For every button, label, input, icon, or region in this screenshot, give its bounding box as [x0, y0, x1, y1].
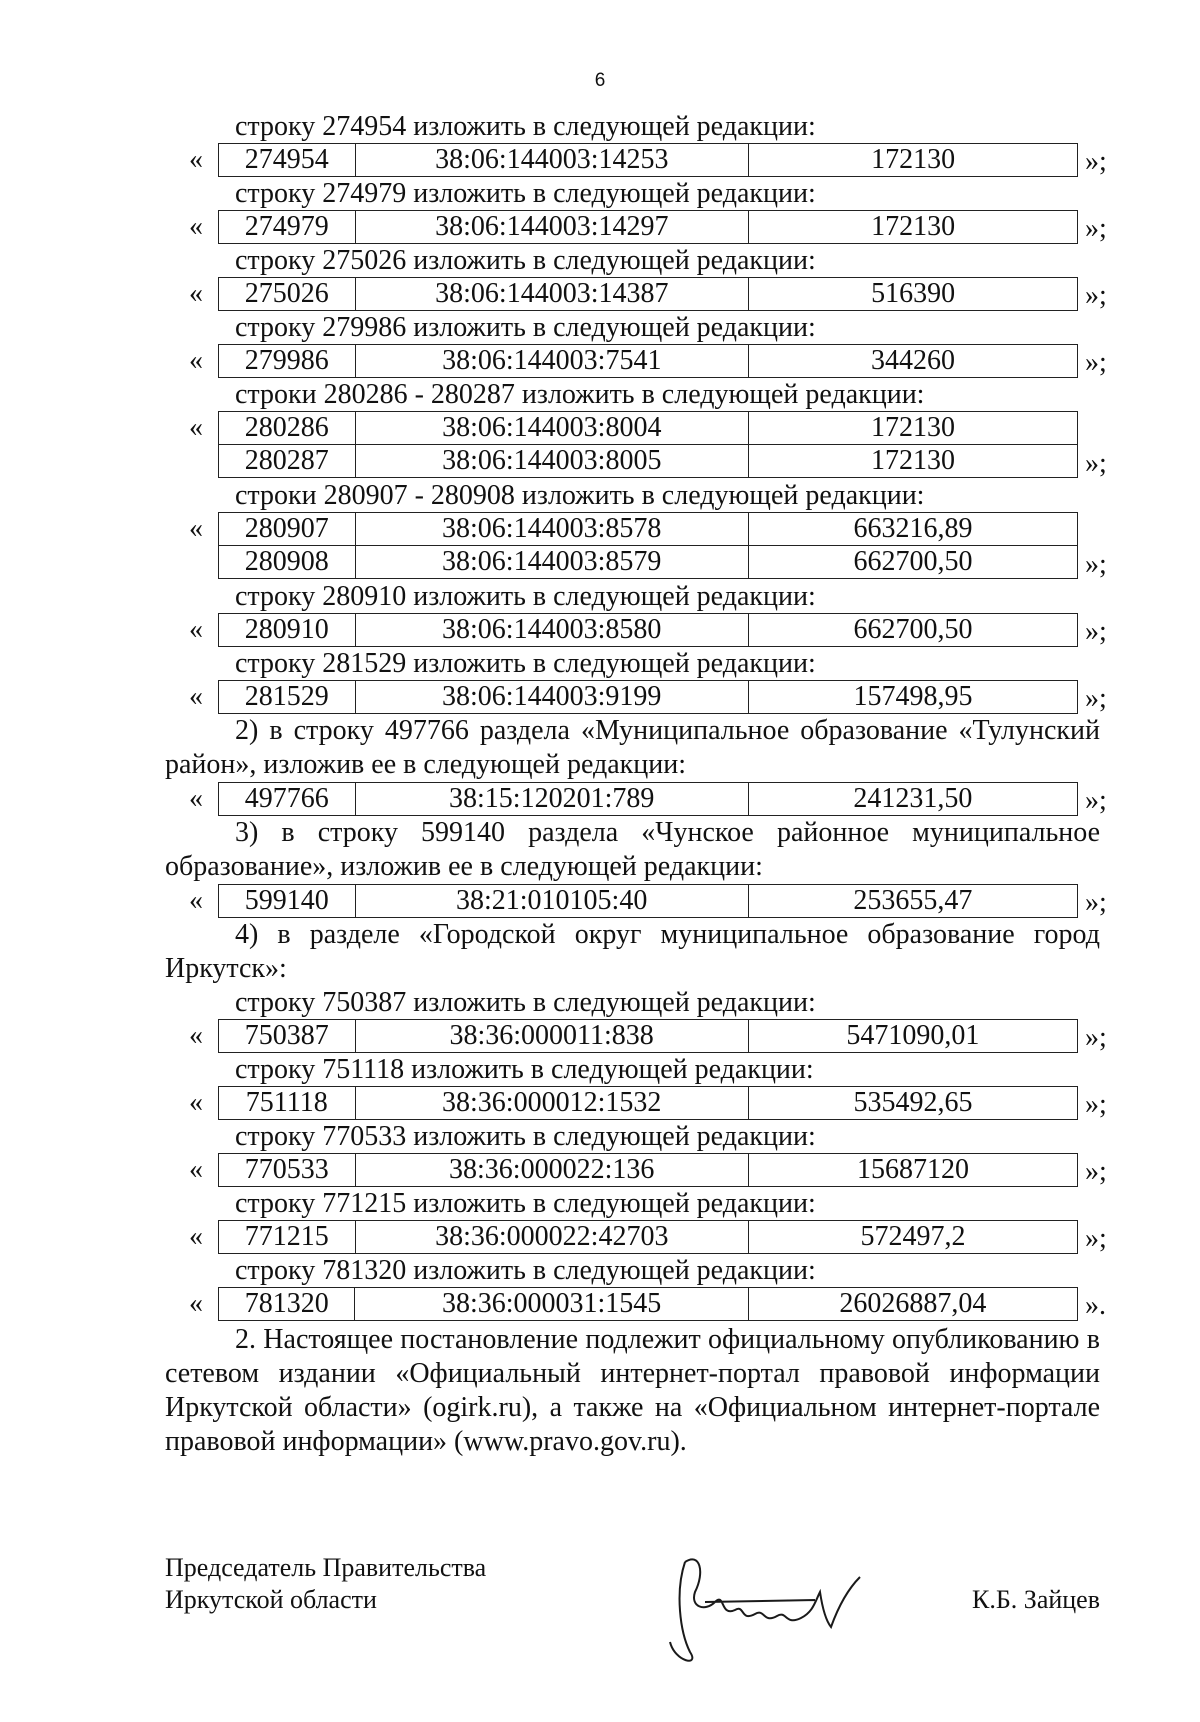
table-row: [219, 885, 1078, 918]
close-quote: »;: [1085, 549, 1107, 580]
row-number-cell: 599140: [219, 885, 356, 918]
cadastral-number-cell: 38:36:000022:42703: [355, 1221, 749, 1254]
row-number-cell: 497766: [219, 783, 356, 816]
cadastral-number-cell: 38:36:000011:838: [355, 1020, 748, 1053]
close-quote: »;: [1085, 616, 1107, 647]
open-quote: «: [189, 144, 203, 175]
amendment-table-row: [165, 782, 1107, 816]
cadastral-number-cell: 38:06:144003:8578: [355, 513, 748, 546]
row-number-cell: 751118: [219, 1087, 356, 1120]
open-quote: «: [189, 614, 203, 645]
table-row: [219, 278, 1078, 311]
row-number-cell: 771215: [219, 1221, 356, 1254]
table-row: [219, 513, 1078, 546]
close-quote: »;: [1085, 1089, 1107, 1120]
item-3-paragraph: [165, 816, 1100, 884]
open-quote: «: [189, 1221, 203, 1252]
amendment-intro: строки 280286 - 280287 изложить в следующей редакции:: [235, 379, 925, 410]
value-cell: 15687120: [748, 1154, 1077, 1187]
cadastral-number-cell: 38:06:144003:14253: [355, 144, 749, 177]
cadastral-number-cell: 38:06:144003:14297: [355, 211, 749, 244]
amendment-table-row: [165, 1287, 1106, 1321]
cadastral-number-cell: 38:15:120201:789: [355, 783, 748, 816]
close-quote: »;: [1085, 1156, 1107, 1187]
open-quote: «: [189, 278, 203, 309]
value-cell: 253655,47: [748, 885, 1077, 918]
amendment-intro: строки 280907 - 280908 изложить в следующей редакции:: [235, 480, 925, 511]
value-cell: 172130: [749, 412, 1078, 445]
close-quote: »;: [1085, 280, 1107, 311]
value-cell: 172130: [749, 445, 1078, 478]
signatory-title-line1: Председатель Правительства: [165, 1553, 487, 1582]
signatory-title: [165, 1552, 486, 1616]
value-cell: 157498,95: [748, 681, 1077, 714]
item-2-paragraph: [165, 714, 1100, 782]
open-quote: «: [189, 1087, 203, 1118]
row-number-cell: 280907: [219, 513, 356, 546]
amendment-intro: строку 770533 изложить в следующей редакции:: [235, 1121, 816, 1152]
amendment-table-row: [165, 277, 1107, 311]
value-cell: 662700,50: [748, 614, 1077, 647]
row-number-cell: 280908: [219, 546, 356, 579]
value-cell: 241231,50: [748, 783, 1077, 816]
amendment-table: [218, 344, 1078, 378]
amendment-table-row: [165, 1153, 1107, 1187]
final-paragraph: 2. Настоящее постановление подлежит официальному опубликованию в сетевом издании «Официальный интернет-портал правовой информации Иркутской области» (ogirk.ru), а также на «Официальном интернет-портале правовой информации» (www.pravo.gov.ru).: [165, 1324, 1100, 1457]
table-row: [219, 345, 1078, 378]
close-quote: »;: [1085, 1223, 1107, 1254]
table-row: [219, 546, 1078, 579]
row-number-cell: 770533: [219, 1154, 356, 1187]
item-2-line2: район», изложив ее в следующей редакции:: [165, 749, 687, 780]
cadastral-number-cell: 38:06:144003:14387: [355, 278, 749, 311]
amendment-table: [218, 884, 1078, 918]
value-cell: 5471090,01: [748, 1020, 1077, 1053]
close-quote: »;: [1085, 448, 1107, 479]
close-quote: »;: [1085, 146, 1107, 177]
row-number-cell: 280287: [219, 445, 356, 478]
amendment-table-row: [165, 1086, 1107, 1120]
table-row: [219, 783, 1078, 816]
amendment-table: [218, 680, 1078, 714]
close-quote: ».: [1085, 1290, 1106, 1321]
cadastral-number-cell: 38:06:144003:9199: [355, 681, 748, 714]
amendment-table-row: [165, 613, 1107, 647]
amendments-group-4: [165, 986, 1107, 1321]
value-cell: 572497,2: [749, 1221, 1078, 1254]
open-quote: «: [189, 1288, 203, 1319]
amendment-intro: строку 275026 изложить в следующей редакции:: [235, 245, 816, 276]
row-number-cell: 274979: [219, 211, 356, 244]
amendment-table: [218, 782, 1078, 816]
row-number-cell: 781320: [219, 1288, 355, 1321]
amendment-table-row: [165, 512, 1107, 580]
item-4-paragraph: [165, 918, 1100, 986]
amendment-table: [218, 1086, 1078, 1120]
item-3-line2: образование», изложив ее в следующей редакции:: [165, 851, 763, 882]
amendment-table: [218, 1019, 1078, 1053]
row-number-cell: 280910: [219, 614, 356, 647]
close-quote: »;: [1085, 1022, 1107, 1053]
amendment-table: [218, 210, 1078, 244]
value-cell: 535492,65: [748, 1087, 1077, 1120]
signature-block: [165, 1552, 1100, 1702]
open-quote: «: [189, 885, 203, 916]
amendment-table: [218, 512, 1078, 579]
amendment-table: [218, 411, 1078, 478]
amendment-intro: строку 751118 изложить в следующей редакции:: [235, 1054, 814, 1085]
amendment-table-row: [165, 344, 1107, 378]
amendment-table: [218, 143, 1078, 177]
signatory-name: К.Б. Зайцев: [972, 1585, 1100, 1614]
value-cell: 516390: [749, 278, 1078, 311]
amendment-table: [218, 277, 1078, 311]
row-number-cell: 750387: [219, 1020, 356, 1053]
table-row: [219, 1288, 1078, 1321]
table-row: [219, 681, 1078, 714]
amendment-table-row: [165, 411, 1107, 479]
amendment-table: [218, 1153, 1078, 1187]
open-quote: «: [189, 513, 203, 544]
row-number-cell: 280286: [219, 412, 356, 445]
close-quote: »;: [1085, 887, 1107, 918]
cadastral-number-cell: 38:06:144003:8004: [355, 412, 749, 445]
cadastral-number-cell: 38:06:144003:8580: [355, 614, 748, 647]
table-row: [219, 144, 1078, 177]
cadastral-number-cell: 38:36:000031:1545: [355, 1288, 748, 1321]
cadastral-number-cell: 38:36:000012:1532: [355, 1087, 748, 1120]
open-quote: «: [189, 1154, 203, 1185]
amendment-intro: строку 781320 изложить в следующей редакции:: [235, 1255, 816, 1286]
row-number-cell: 274954: [219, 144, 356, 177]
table-row: [219, 1154, 1078, 1187]
open-quote: «: [189, 412, 203, 443]
close-quote: »;: [1085, 785, 1107, 816]
amendment-table: [218, 1220, 1078, 1254]
amendment-intro: строку 274954 изложить в следующей редакции:: [235, 111, 816, 142]
table-row: [219, 211, 1078, 244]
item-3-table: [165, 884, 1107, 918]
table-row: [219, 412, 1078, 445]
amendment-table-row: [165, 884, 1107, 918]
amendment-table-row: [165, 680, 1107, 714]
close-quote: »;: [1085, 683, 1107, 714]
value-cell: 344260: [749, 345, 1078, 378]
amendment-intro: строку 771215 изложить в следующей редакции:: [235, 1188, 816, 1219]
close-quote: »;: [1085, 347, 1107, 378]
table-row: [219, 1020, 1078, 1053]
value-cell: 662700,50: [748, 546, 1077, 579]
signatory-title-line2: Иркутской области: [165, 1585, 377, 1614]
open-quote: «: [189, 345, 203, 376]
table-row: [219, 1221, 1078, 1254]
item-2-line1: 2) в строку 497766 раздела «Муниципальное образование «Тулунский: [235, 715, 1100, 746]
amendment-intro: строку 750387 изложить в следующей редакции:: [235, 987, 816, 1018]
item-4-line1: 4) в разделе «Городской округ муниципальное образование город: [235, 919, 1100, 950]
amendment-intro: строку 280910 изложить в следующей редакции:: [235, 581, 816, 612]
item-4-line2: Иркутск»:: [165, 953, 287, 984]
amendment-intro: строку 274979 изложить в следующей редакции:: [235, 178, 816, 209]
row-number-cell: 279986: [219, 345, 356, 378]
cadastral-number-cell: 38:06:144003:8005: [355, 445, 749, 478]
cadastral-number-cell: 38:21:010105:40: [355, 885, 748, 918]
item-3-line1: 3) в строку 599140 раздела «Чунское районное муниципальное: [235, 817, 1100, 848]
handwritten-signature: [645, 1532, 945, 1672]
amendment-intro: строку 281529 изложить в следующей редакции:: [235, 648, 816, 679]
table-row: [219, 1087, 1078, 1120]
page-number: 6: [594, 70, 606, 91]
amendments-group-1: [165, 110, 1107, 714]
amendment-table-row: [165, 143, 1107, 177]
close-quote: »;: [1085, 213, 1107, 244]
document-body: [165, 110, 1107, 1459]
cadastral-number-cell: 38:36:000022:136: [355, 1154, 748, 1187]
amendment-table-row: [165, 1019, 1107, 1053]
open-quote: «: [189, 783, 203, 814]
value-cell: 172130: [749, 144, 1078, 177]
amendment-table-row: [165, 1220, 1107, 1254]
value-cell: 663216,89: [748, 513, 1077, 546]
amendment-table: [218, 613, 1078, 647]
cadastral-number-cell: 38:06:144003:7541: [355, 345, 749, 378]
table-row: [219, 445, 1078, 478]
item-2-table: [165, 782, 1107, 816]
amendment-table-row: [165, 210, 1107, 244]
open-quote: «: [189, 681, 203, 712]
amendment-table: [218, 1287, 1078, 1321]
open-quote: «: [189, 211, 203, 242]
value-cell: 172130: [749, 211, 1078, 244]
open-quote: «: [189, 1020, 203, 1051]
value-cell: 26026887,04: [748, 1288, 1077, 1321]
row-number-cell: 275026: [219, 278, 356, 311]
row-number-cell: 281529: [219, 681, 356, 714]
table-row: [219, 614, 1078, 647]
amendment-intro: строку 279986 изложить в следующей редакции:: [235, 312, 816, 343]
cadastral-number-cell: 38:06:144003:8579: [355, 546, 748, 579]
